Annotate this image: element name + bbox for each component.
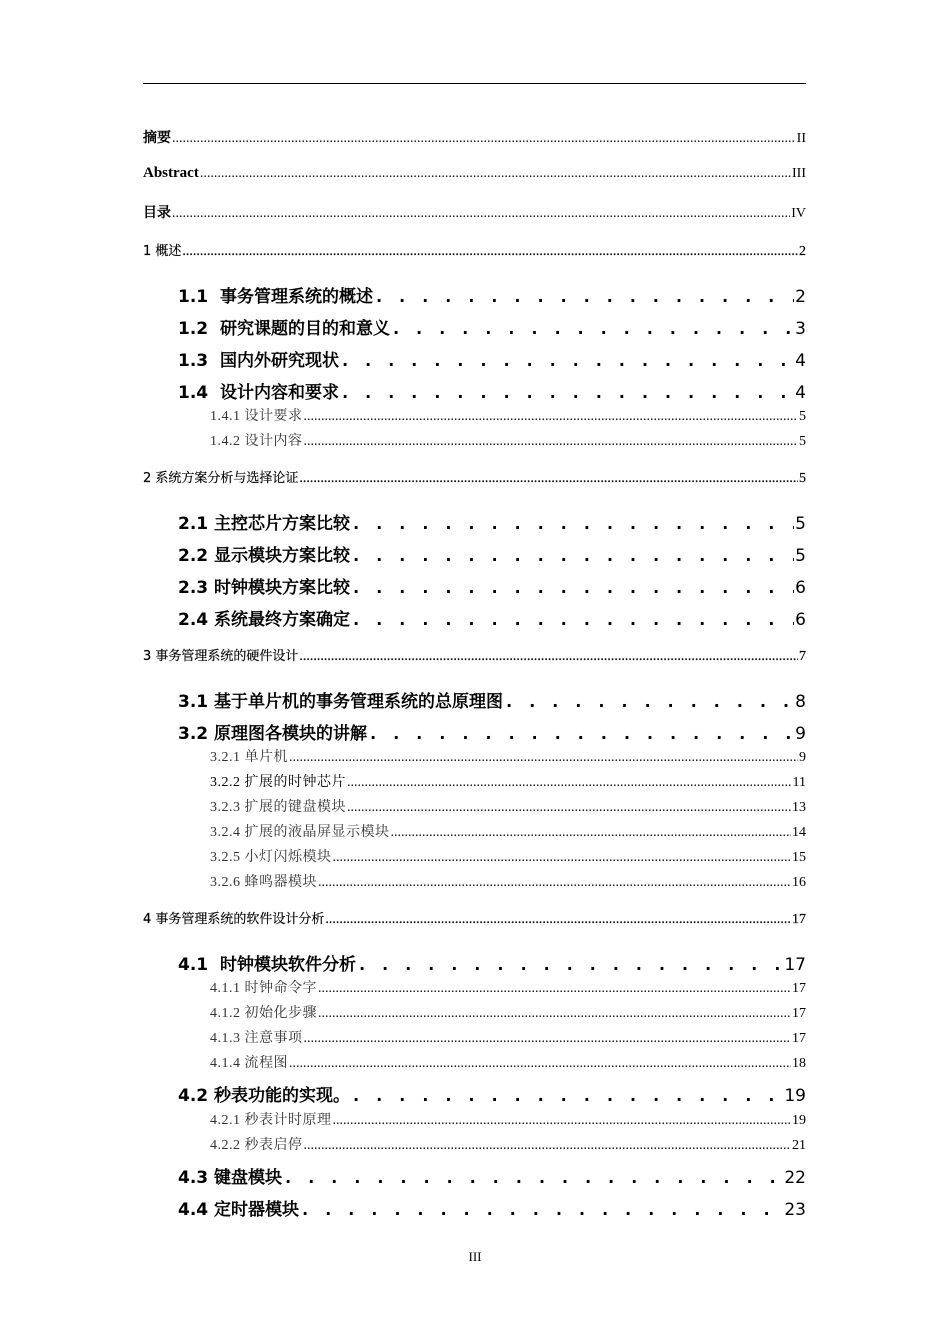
- toc-entry-title: 3.2.6 蜂鸣器模块: [210, 875, 317, 890]
- toc-dot-leader: [182, 244, 798, 260]
- toc-entry-4-2[interactable]: [178, 1081, 806, 1106]
- toc-entry-title: 1.3 国内外研究现状: [178, 351, 339, 371]
- toc-entry-3-1[interactable]: [178, 687, 806, 712]
- header-rule: [143, 83, 806, 84]
- toc-entry-page: 2: [795, 287, 806, 307]
- toc-entry-abstract-en[interactable]: [143, 165, 806, 182]
- toc-entry-1-3[interactable]: [178, 346, 806, 371]
- page-number: III: [468, 1249, 482, 1264]
- toc-entry-title: 1.4.2 设计内容: [210, 434, 303, 449]
- toc-entry-page: IV: [791, 206, 806, 221]
- toc-entry-page: 16: [792, 875, 806, 890]
- toc-entry-2-2[interactable]: [178, 541, 806, 566]
- toc-dot-leader: [391, 825, 792, 841]
- toc-entry-page: 17: [792, 1006, 806, 1021]
- toc-entry-title: 4.2.1 秒表计时原理: [210, 1113, 332, 1128]
- toc-dot-leader: [504, 692, 794, 712]
- toc-entry-page: 17: [792, 912, 806, 927]
- toc-entry-chapter-3[interactable]: [143, 645, 806, 665]
- toc-entry-page: 22: [784, 1168, 806, 1188]
- toc-dot-leader: [351, 1086, 783, 1106]
- toc-dot-leader: [368, 724, 794, 744]
- toc-entry-4-1[interactable]: [178, 950, 806, 975]
- toc-dot-leader: [340, 351, 794, 371]
- toc-entry-1-4-1[interactable]: [210, 405, 806, 425]
- toc-dot-leader: [304, 409, 799, 425]
- toc-entry-page: 17: [792, 1031, 806, 1046]
- toc-entry-page: 5: [799, 409, 806, 424]
- toc-entry-title: 4.3 键盘模块: [178, 1168, 283, 1188]
- toc-entry-1-4[interactable]: [178, 378, 806, 403]
- toc-entry-page: 18: [792, 1056, 806, 1071]
- toc-entry-title: 3.2 原理图各模块的讲解: [178, 724, 368, 744]
- toc-entry-page: 19: [792, 1113, 806, 1128]
- toc-entry-page: 6: [795, 610, 806, 630]
- toc-entry-page: 13: [792, 800, 806, 815]
- toc-entry-3-2-2[interactable]: [210, 771, 806, 791]
- toc-entry-4-1-1[interactable]: [210, 977, 806, 997]
- toc-dot-leader: [300, 1200, 783, 1220]
- toc-dot-leader: [304, 1138, 792, 1154]
- toc-dot-leader: [318, 875, 791, 891]
- toc-entry-1-1[interactable]: [178, 282, 806, 307]
- toc-entry-title: 4.2.2 秒表启停: [210, 1138, 303, 1153]
- toc-dot-leader: [347, 775, 792, 791]
- toc-entry-title: 目录: [143, 205, 171, 221]
- toc-entry-title: 2.4 系统最终方案确定: [178, 610, 351, 630]
- toc-entry-page: 23: [784, 1200, 806, 1220]
- toc-entry-3-2-1[interactable]: [210, 746, 806, 766]
- toc-entry-title: 4.1.4 流程图: [210, 1056, 288, 1071]
- toc-entry-page: 5: [795, 546, 806, 566]
- toc-entry-page: 17: [792, 981, 806, 996]
- toc-entry-page: 9: [795, 724, 806, 744]
- toc-entry-title: 4.1.3 注意事项: [210, 1031, 303, 1046]
- toc-entry-page: 5: [799, 471, 806, 486]
- toc-entry-3-2-5[interactable]: [210, 846, 806, 866]
- toc-entry-page: 5: [799, 434, 806, 449]
- toc-entry-page: 14: [792, 825, 806, 840]
- toc-entry-3-2-3[interactable]: [210, 796, 806, 816]
- toc-entry-3-2-4[interactable]: [210, 821, 806, 841]
- toc-entry-4-4[interactable]: [178, 1195, 806, 1220]
- toc-entry-page: 19: [784, 1086, 806, 1106]
- toc-entry-title: 4 事务管理系统的软件设计分析: [143, 912, 325, 927]
- toc-entry-title: 3.2.1 单片机: [210, 750, 288, 765]
- toc-dot-leader: [325, 912, 791, 928]
- toc-entry-4-2-2[interactable]: [210, 1134, 806, 1154]
- toc-entry-2-1[interactable]: [178, 509, 806, 534]
- toc-dot-leader: [351, 514, 794, 534]
- toc-entry-title: 3.2.4 扩展的液晶屏显示模块: [210, 825, 390, 840]
- toc-dot-leader: [299, 649, 798, 665]
- toc-dot-leader: [351, 546, 794, 566]
- toc-dot-leader: [172, 206, 790, 222]
- toc-dot-leader: [304, 434, 799, 450]
- toc-dot-leader: [200, 166, 791, 182]
- toc-dot-leader: [333, 1113, 792, 1129]
- toc-entry-title: 4.1.1 时钟命令字: [210, 981, 317, 996]
- toc-dot-leader: [283, 1168, 783, 1188]
- toc-entry-page: 2: [799, 244, 806, 259]
- toc-entry-title: 1.4.1 设计要求: [210, 409, 303, 424]
- toc-entry-title: 3 事务管理系统的硬件设计: [143, 649, 299, 664]
- toc-entry-title: 4.1.2 初始化步骤: [210, 1006, 317, 1021]
- toc-dot-leader: [289, 1056, 791, 1072]
- toc-dot-leader: [340, 383, 794, 403]
- toc-entry-page: 7: [799, 649, 806, 664]
- toc-entry-title: 1 概述: [143, 244, 182, 259]
- toc-entry-4-1-4[interactable]: [210, 1052, 806, 1072]
- toc-entry-title: 2.2 显示模块方案比较: [178, 546, 351, 566]
- toc-entry-title: 摘要: [143, 130, 171, 146]
- toc-dot-leader: [172, 131, 796, 147]
- toc-entry-title: 1.2 研究课题的目的和意义: [178, 319, 390, 339]
- toc-entry-chapter-1[interactable]: [143, 240, 806, 260]
- toc-entry-page: 9: [799, 750, 806, 765]
- toc-entry-4-3[interactable]: [178, 1163, 806, 1188]
- toc-entry-title: 1.4 设计内容和要求: [178, 383, 339, 403]
- toc-entry-title: 2.1 主控芯片方案比较: [178, 514, 351, 534]
- toc-entry-title: 1.1 事务管理系统的概述: [178, 287, 373, 307]
- toc-dot-leader: [374, 287, 794, 307]
- toc-dot-leader: [351, 578, 794, 598]
- toc-entry-title: 2 系统方案分析与选择论证: [143, 471, 299, 486]
- toc-dot-leader: [333, 850, 792, 866]
- toc-entry-2-3[interactable]: [178, 573, 806, 598]
- toc-dot-leader: [289, 750, 798, 766]
- toc-entry-page: 8: [795, 692, 806, 712]
- toc-entry-title: 3.1 基于单片机的事务管理系统的总原理图: [178, 692, 504, 712]
- toc-entry-abstract-cn[interactable]: [143, 127, 806, 147]
- toc-dot-leader: [299, 471, 798, 487]
- toc-entry-title: Abstract: [143, 165, 199, 181]
- toc-entry-2-4[interactable]: [178, 605, 806, 630]
- toc-entry-chapter-4[interactable]: [143, 908, 806, 928]
- toc-dot-leader: [351, 610, 794, 630]
- toc-entry-page: II: [796, 131, 806, 146]
- toc-entry-title: 3.2.3 扩展的键盘模块: [210, 800, 346, 815]
- toc-entry-page: III: [792, 166, 806, 181]
- toc-entry-page: 11: [792, 775, 806, 790]
- toc-entry-page: 15: [792, 850, 806, 865]
- toc-dot-leader: [318, 1006, 791, 1022]
- toc-entry-chapter-2[interactable]: [143, 467, 806, 487]
- toc-entry-page: 4: [795, 351, 806, 371]
- toc-dot-leader: [347, 800, 791, 816]
- toc-entry-title: 3.2.5 小灯闪烁模块: [210, 850, 332, 865]
- toc-entry-page: 5: [795, 514, 806, 534]
- toc-dot-leader: [357, 955, 783, 975]
- toc-entry-4-2-1[interactable]: [210, 1109, 806, 1129]
- toc-entry-page: 4: [795, 383, 806, 403]
- toc-entry-title: 4.1 时钟模块软件分析: [178, 955, 356, 975]
- toc-entry-page: 3: [795, 319, 806, 339]
- toc-entry-4-1-2[interactable]: [210, 1002, 806, 1022]
- toc-dot-leader: [391, 319, 794, 339]
- toc-entry-page: 6: [795, 578, 806, 598]
- toc-entry-title: 2.3 时钟模块方案比较: [178, 578, 351, 598]
- toc-entry-page: 17: [784, 955, 806, 975]
- toc-dot-leader: [304, 1031, 792, 1047]
- toc-entry-title: 4.4 定时器模块: [178, 1200, 300, 1220]
- toc-entry-title: 4.2 秒表功能的实现。: [178, 1086, 351, 1106]
- toc-entry-page: 21: [792, 1138, 806, 1153]
- toc-entry-1-2[interactable]: [178, 314, 806, 339]
- toc-entry-3-2[interactable]: [178, 719, 806, 744]
- toc-entry-1-4-2[interactable]: [210, 430, 806, 450]
- toc-dot-leader: [318, 981, 791, 997]
- toc-entry-contents[interactable]: [143, 202, 806, 222]
- toc-entry-3-2-6[interactable]: [210, 871, 806, 891]
- toc-entry-4-1-3[interactable]: [210, 1027, 806, 1047]
- toc-entry-title: 3.2.2 扩展的时钟芯片: [210, 775, 346, 790]
